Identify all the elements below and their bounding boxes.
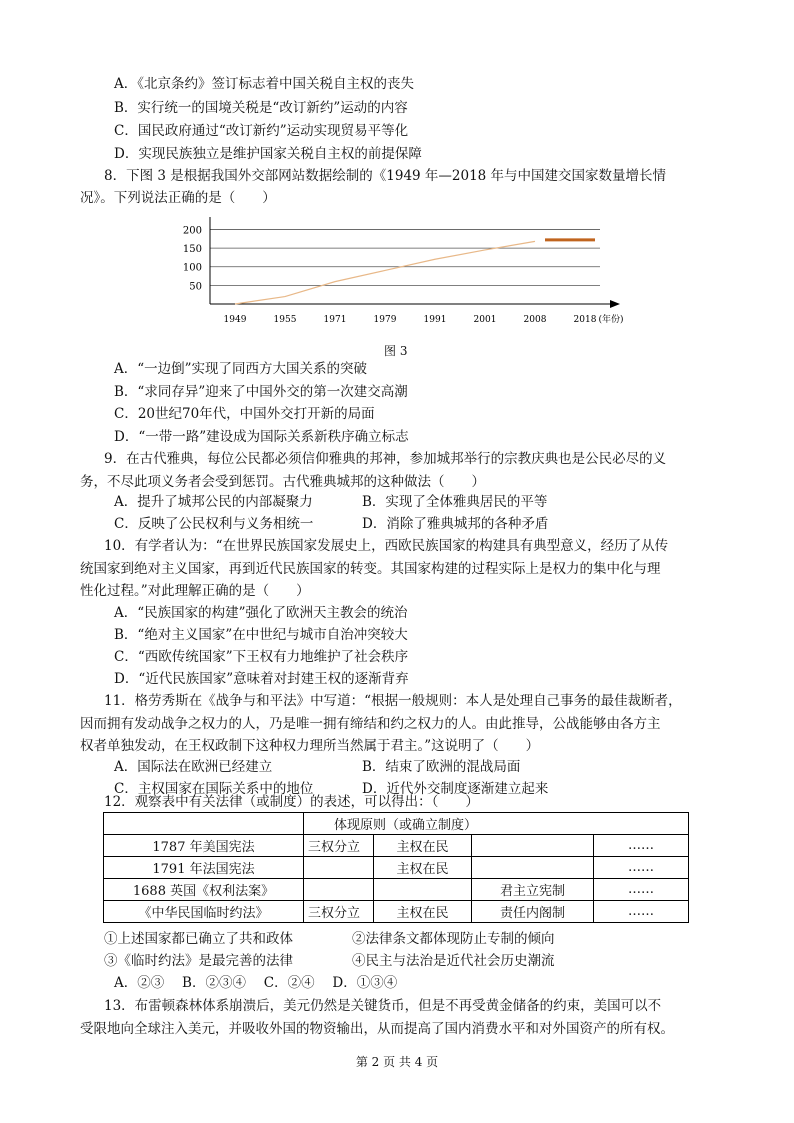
- principle-cell: [304, 879, 374, 901]
- q11-option-a: A．国际法在欧洲已经建立: [114, 759, 273, 775]
- q13-stem-line1: 13．布雷顿森林体系崩溃后，美元仍然是关键货币，但是不再受黄金储备的约束，美国可以不: [104, 998, 662, 1014]
- principle-cell: 主权在民: [374, 901, 472, 923]
- law-cell: 1688 英国《权利法案》: [104, 879, 304, 901]
- q8-figure-caption: 图 3: [384, 344, 408, 358]
- x-tick-label: 1979: [373, 315, 397, 325]
- principle-cell: 主权在民: [374, 857, 472, 879]
- principle-cell: 三权分立: [304, 835, 374, 857]
- q10-stem-line1: 10．有学者认为：“在世界民族国家发展史上，西欧民族国家的构建具有典型意义，经历了从传: [104, 538, 669, 554]
- table-header: 体现原则（或确立制度）: [304, 813, 689, 835]
- table-row: [104, 901, 689, 923]
- q11-stem-line1: 11．格劳秀斯在《战争与和平法》中写道：“根据一般规则：本人是处理自己事务的最佳裁断者，: [104, 693, 682, 709]
- q7-option-a: A．《北京条约》签订标志着中国关税自主权的丧失: [114, 76, 414, 92]
- q12-law-table: [103, 812, 689, 923]
- principle-cell: [304, 857, 374, 879]
- x-tick-label: 1955: [273, 315, 297, 325]
- x-tick-label: 1971: [323, 315, 347, 325]
- q10-option-a: A．“民族国家的构建”强化了欧洲天主教会的统治: [114, 605, 408, 621]
- q8-stem-line1: 8．下图 3 是根据我国外交部网站数据绘制的《1949 年—2018 年与中国建交国家数量增长情: [104, 168, 667, 184]
- x-tick-label: 1991: [423, 315, 447, 325]
- y-tick-label: 50: [189, 281, 202, 293]
- principle-cell: [472, 857, 594, 879]
- law-cell: 1787 年美国宪法: [104, 835, 304, 857]
- law-cell: 1791 年法国宪法: [104, 857, 304, 879]
- q8-stem-line2: 况》。下列说法正确的是（ ）: [80, 190, 276, 206]
- x-tick-label: 2018: [573, 315, 597, 325]
- principle-cell: [374, 879, 472, 901]
- q8-option-b: B．“求同存异”迎来了中国外交的第一次建交高潮: [114, 384, 408, 400]
- y-tick-label: 200: [182, 225, 202, 237]
- principle-cell: 主权在民: [374, 835, 472, 857]
- chart-gridlines: [210, 229, 600, 285]
- q8-option-c: C．20世纪70年代，中国外交打开新的局面: [114, 406, 375, 422]
- q10-option-d: D．“近代民族国家”意味着对封建王权的逐渐背弃: [114, 671, 409, 687]
- law-cell: 《中华民国临时约法》: [104, 901, 304, 923]
- table-row: [104, 835, 689, 857]
- y-tick-label: 100: [182, 262, 202, 274]
- q12-statement-2: ②法律条文都体现防止专制的倾向: [352, 931, 555, 947]
- chart-axes: [210, 217, 620, 308]
- table-header-row: [104, 813, 689, 835]
- q9-stem-line2: 务，不尽此项义务者会受到惩罚。古代雅典城邦的这种做法（ ）: [80, 474, 485, 490]
- ellipsis-cell: ……: [594, 857, 689, 879]
- q10-option-b: B．“绝对主义国家”在中世纪与城市自治冲突较大: [114, 627, 408, 643]
- table-row: [104, 879, 689, 901]
- q12-statement-4: ④民主与法治是近代社会历史潮流: [352, 953, 555, 969]
- principle-cell: 君主立宪制: [472, 879, 594, 901]
- q12-statement-1: ①上述国家都已确立了共和政体: [104, 931, 293, 947]
- q7-option-d: D．实现民族独立是维护国家关税自主权的前提保障: [114, 146, 422, 162]
- q12-stem: 12．观察表中有关法律（或制度）的表述，可以得出：（ ）: [104, 794, 479, 810]
- q11-option-c: C．主权国家在国际关系中的地位: [114, 781, 314, 797]
- q9-option-d: D．消除了雅典城邦的各种矛盾: [362, 516, 549, 532]
- q11-stem-line2: 因而拥有发动战争之权力的人，乃是唯一拥有缔结和约之权力的人。由此推导，公战能够由各方主: [80, 716, 661, 732]
- q11-option-d: D．近代外交制度逐渐建立起来: [362, 781, 549, 797]
- series-line: [235, 241, 535, 304]
- q9-option-b: B．实现了全体雅典居民的平等: [362, 494, 548, 510]
- q7-option-c: C．国民政府通过“改订新约”运动实现贸易平等化: [114, 123, 409, 139]
- q10-stem-line3: 性化过程。”对此理解正确的是（ ）: [80, 583, 310, 599]
- page-footer: 第 2 页 共 4 页: [355, 1055, 439, 1069]
- q8-line-chart: [170, 212, 650, 332]
- principle-cell: [472, 835, 594, 857]
- x-tick-label: 2001: [473, 315, 497, 325]
- x-tick-label: 2008: [523, 315, 547, 325]
- principle-cell: 责任内阁制: [472, 901, 594, 923]
- q8-option-d: D．“一带一路”建设成为国际关系新秩序确立标志: [114, 429, 409, 445]
- q10-option-c: C．“西欧传统国家”下王权有力地维护了社会秩序: [114, 649, 409, 665]
- x-tick-label: 1949: [223, 315, 247, 325]
- q9-stem-line1: 9．在古代雅典，每位公民都必须信仰雅典的邦神，参加城邦举行的宗教庆典也是公民必尽的义: [104, 451, 667, 467]
- q9-option-c: C．反映了公民权利与义务相统一: [114, 516, 314, 532]
- q7-option-b: B．实行统一的国境关税是“改订新约”运动的内容: [114, 100, 408, 116]
- q13-stem-line2: 受限地向全球注入美元，并吸收外国的物资输出，从而提高了国内消费水平和对外国资产的所有权。: [80, 1021, 674, 1037]
- q11-option-b: B．结束了欧洲的混战局面: [362, 759, 521, 775]
- ellipsis-cell: ……: [594, 835, 689, 857]
- q11-stem-line3: 权者单独发动，在王权政制下这种权力理所当然属于君主。”这说明了（ ）: [80, 738, 540, 754]
- q9-option-a: A．提升了城邦公民的内部凝聚力: [114, 494, 313, 510]
- q12-options: A．②③ B．②③④ C．②④ D．①③④: [114, 975, 398, 991]
- y-tick-label: 150: [182, 244, 202, 256]
- q12-statement-3: ③《临时约法》是最完善的法律: [104, 953, 293, 969]
- table-row: [104, 857, 689, 879]
- ellipsis-cell: ……: [594, 879, 689, 901]
- ellipsis-cell: ……: [594, 901, 689, 923]
- x-unit-label: (年份): [598, 315, 624, 325]
- principle-cell: 三权分立: [304, 901, 374, 923]
- q8-option-a: A．“一边倒”实现了同西方大国关系的突破: [114, 361, 368, 377]
- q10-stem-line2: 统国家到绝对主义国家，再到近代民族国家的转变。其国家构建的过程实际上是权力的集中化与理: [80, 561, 661, 577]
